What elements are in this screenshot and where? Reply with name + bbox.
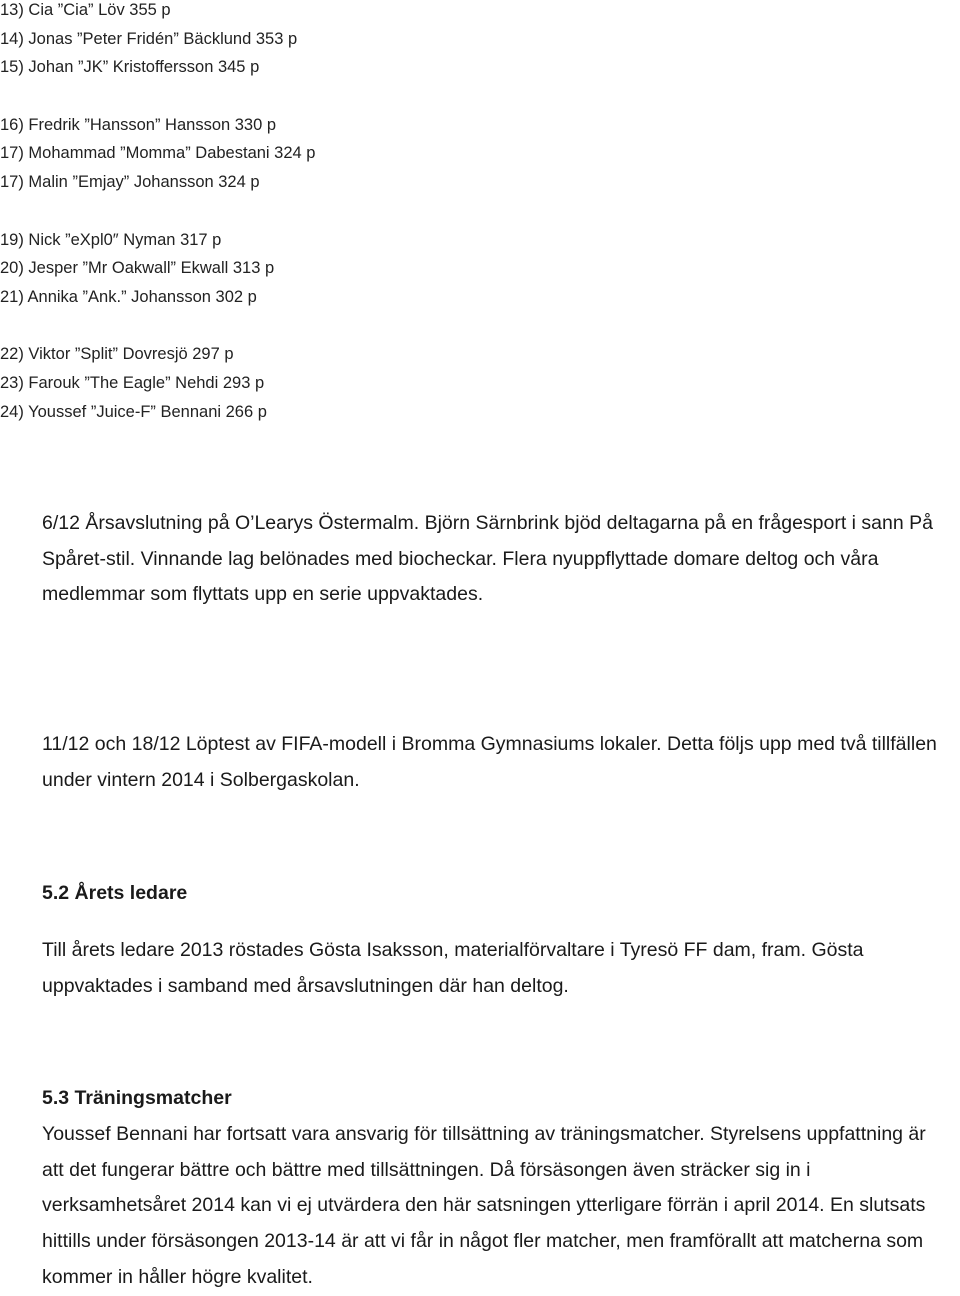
ranking-item: 22) Viktor ”Split” Dovresjö 297 p: [0, 345, 234, 364]
ranking-item: 14) Jonas ”Peter Fridén” Bäcklund 353 p: [0, 29, 298, 48]
ranking-item: 24) Youssef ”Juice-F” Bennani 266 p: [0, 402, 267, 421]
section-heading-arets-ledare: 5.2 Årets ledare: [42, 882, 188, 904]
arsavslutning-paragraph: 6/12 Årsavslutning på O’Learys Östermalm. Björn Särnbrink bjöd deltagarna på en frågesport i sann På Spåret-stil. Vinnande lag belönades med biocheckar. Flera nyuppflyttade domare deltog och våra medlemmar som flyttats upp en serie uppvaktades.: [42, 512, 933, 606]
section-heading-traningsmatcher: 5.3 Träningsmatcher: [42, 1087, 232, 1109]
ranking-item: 17) Malin ”Emjay” Johansson 324 p: [0, 173, 260, 192]
ranking-item: 23) Farouk ”The Eagle” Nehdi 293 p: [0, 373, 265, 392]
ranking-item: 13) Cia ”Cia” Löv 355 p: [0, 1, 171, 19]
ranking-item: 17) Mohammad ”Momma” Dabestani 324 p: [0, 144, 316, 163]
ranking-item: 19) Nick ”eXpl0″ Nyman 317 p: [0, 230, 222, 249]
ranking-item: 20) Jesper ”Mr Oakwall” Ekwall 313 p: [0, 259, 275, 278]
ranking-item: 15) Johan ”JK” Kristoffersson 345 p: [0, 58, 260, 77]
loptest-paragraph: 11/12 och 18/12 Löptest av FIFA-modell i Bromma Gymnasiums lokaler. Detta följs upp med två tillfällen under vintern 2014 i Solbergaskolan.: [42, 733, 937, 791]
ranking-item: 21) Annika ”Ank.” Johansson 302 p: [0, 287, 257, 306]
ranking-list: [0, 0, 315, 426]
ranking-item: 16) Fredrik ”Hansson” Hansson 330 p: [0, 115, 277, 134]
traningsmatcher-paragraph: Youssef Bennani har fortsatt vara ansvarig för tillsättning av träningsmatcher. Styrelsens uppfattning är att det fungerar bättre och bättre med tillsättningen. Då försäsongen även sträcker sig in i verksamhetsåret 2014 kan vi ej utvärdera den här satsningen ytterligare förrän i april 2014. En slutsats hittills under försäsongen 2013-14 är att vi får in något fler matcher, men framförallt att matcherna som kommer in håller högre kvalitet.: [42, 1123, 926, 1288]
arets-ledare-paragraph: Till årets ledare 2013 röstades Gösta Isaksson, materialförvaltare i Tyresö FF dam, fram. Gösta uppvaktades i samband med årsavslutningen där han deltog.: [42, 939, 864, 997]
